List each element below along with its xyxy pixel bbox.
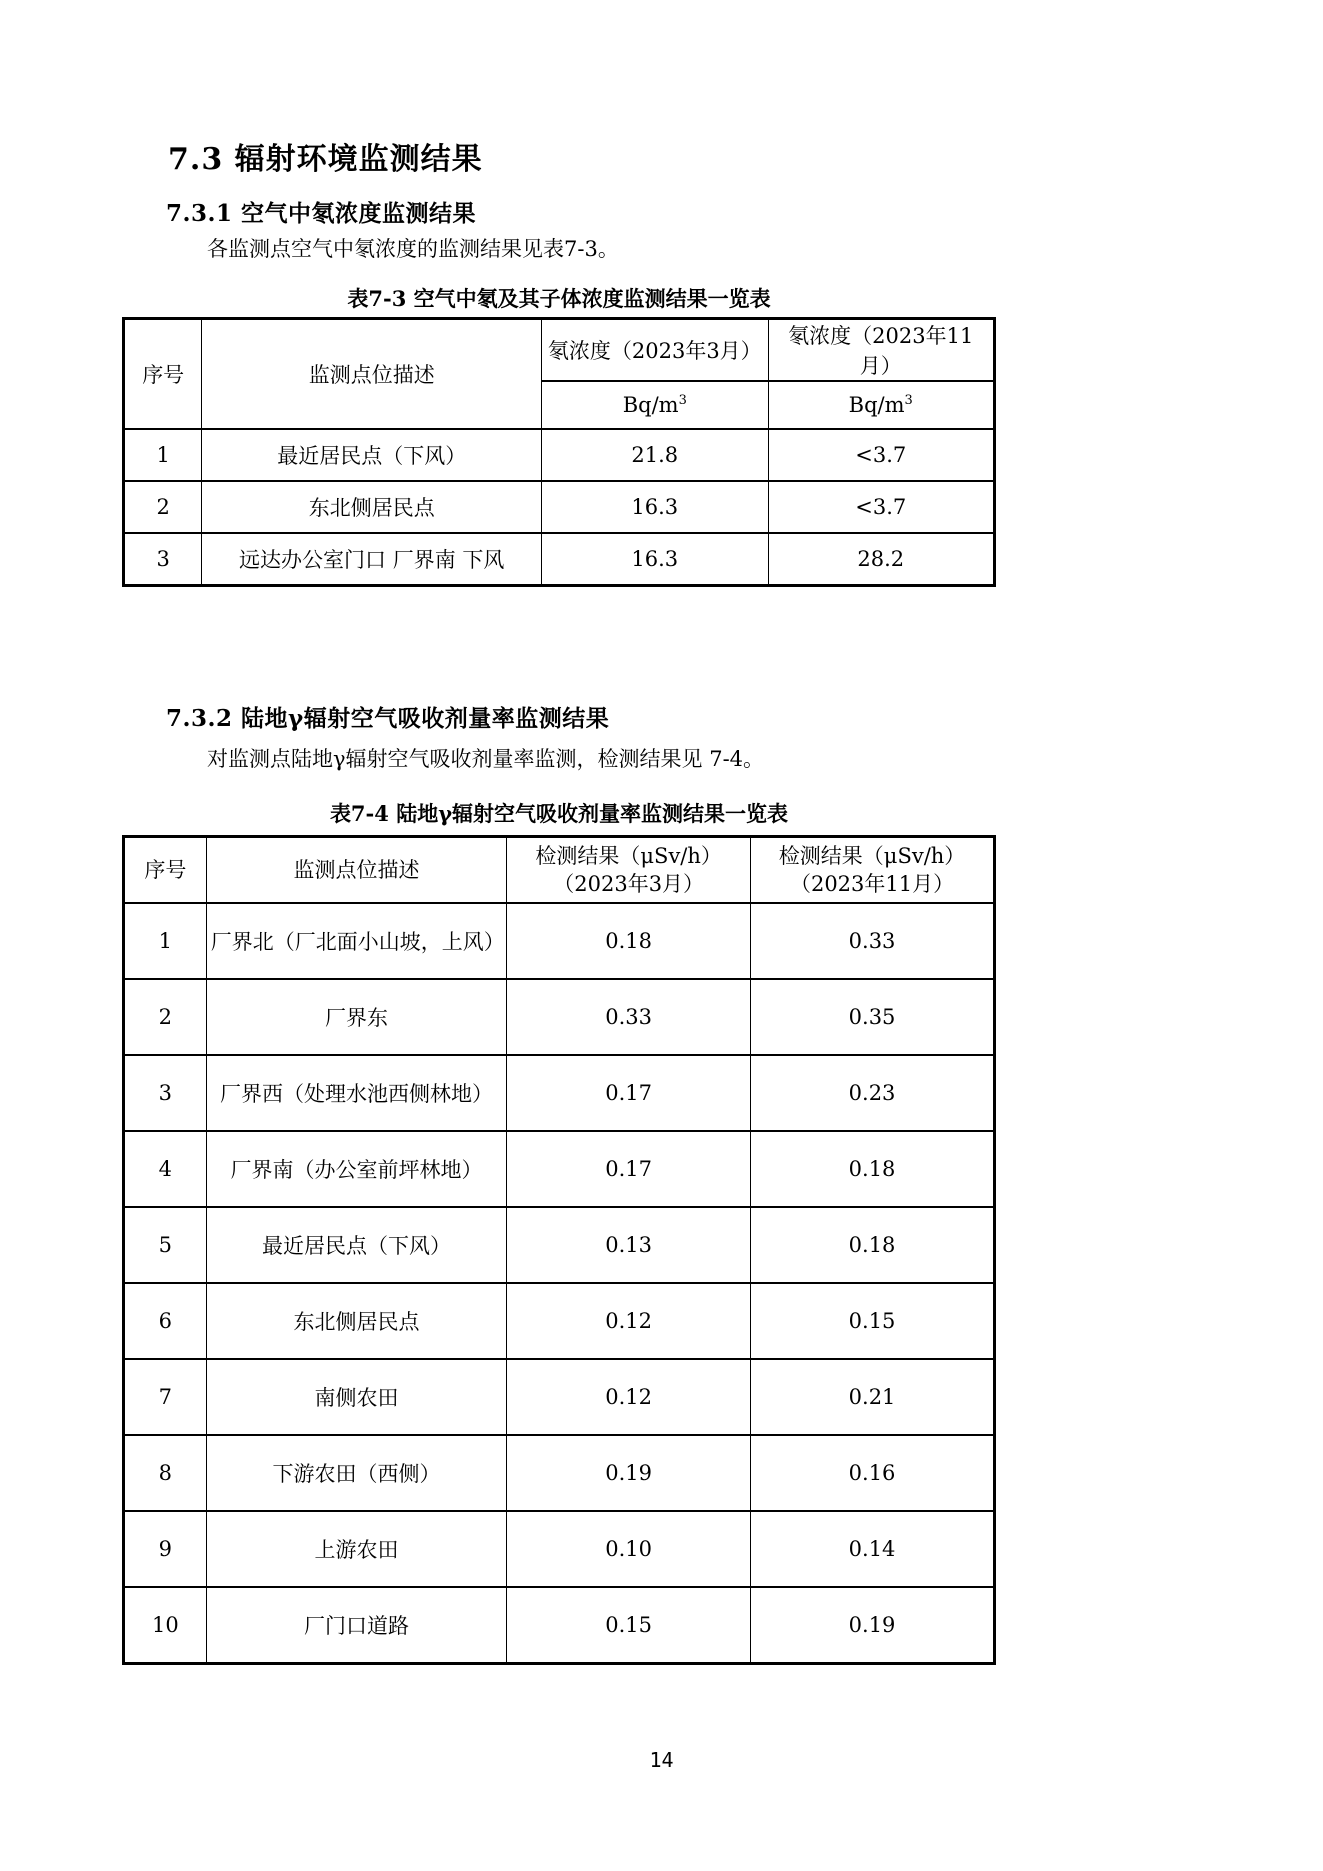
cell-value-nov: 0.14: [751, 1511, 995, 1587]
paragraph-radon-intro: 各监测点空气中氡浓度的监测结果见表7-3。: [207, 237, 619, 261]
cell-seq: 1: [124, 429, 202, 481]
table-row: [124, 533, 995, 586]
cell-seq: 8: [124, 1435, 207, 1511]
cell-location: 最近居民点（下风）: [202, 429, 542, 481]
col-header-radon-nov: 氡浓度（2023年11月）: [768, 319, 994, 382]
cell-value-nov: 0.19: [751, 1587, 995, 1664]
cell-value-nov: <3.7: [768, 429, 994, 481]
header-line2: （2023年11月）: [789, 872, 955, 896]
cell-value-mar: 0.10: [507, 1511, 751, 1587]
cell-value-nov: 0.15: [751, 1283, 995, 1359]
table-row: [124, 429, 995, 481]
cell-location: 下游农田（西侧）: [206, 1435, 506, 1511]
cell-value-nov: 0.18: [751, 1207, 995, 1283]
cell-seq: 7: [124, 1359, 207, 1435]
header-line1: 检测结果（μSv/h）: [778, 843, 966, 868]
cell-location: 远达办公室门口 厂界南 下风: [202, 533, 542, 586]
cell-location: 东北侧居民点: [206, 1283, 506, 1359]
unit-base: Bq/m: [848, 393, 905, 417]
cell-value-mar: 0.12: [507, 1359, 751, 1435]
table-row: [124, 1511, 995, 1587]
cell-value-mar: 21.8: [542, 429, 768, 481]
cell-value-mar: 0.33: [507, 979, 751, 1055]
cell-value-mar: 0.18: [507, 903, 751, 979]
col-header-result-nov: [751, 837, 995, 904]
cell-seq: 3: [124, 533, 202, 586]
table-row: [124, 1587, 995, 1664]
cell-value-mar: 0.17: [507, 1131, 751, 1207]
cell-value-nov: <3.7: [768, 481, 994, 533]
cell-value-nov: 0.21: [751, 1359, 995, 1435]
table-row: [124, 1435, 995, 1511]
cell-location: 厂界北（厂北面小山坡，上风）: [206, 903, 506, 979]
header-line2: （2023年3月）: [553, 872, 705, 896]
cell-location: 厂门口道路: [206, 1587, 506, 1664]
table-row: [124, 903, 995, 979]
table-row: [124, 979, 995, 1055]
table-row: [124, 1207, 995, 1283]
table-row-header: [124, 837, 995, 904]
table-row: [124, 1055, 995, 1131]
table-row: [124, 1131, 995, 1207]
cell-seq: 1: [124, 903, 207, 979]
table-row: [124, 481, 995, 533]
col-header-location: 监测点位描述: [202, 319, 542, 430]
cell-seq: 3: [124, 1055, 207, 1131]
cell-seq: 9: [124, 1511, 207, 1587]
col-header-result-mar: [507, 837, 751, 904]
cell-seq: 2: [124, 979, 207, 1055]
cell-value-nov: 0.16: [751, 1435, 995, 1511]
cell-seq: 5: [124, 1207, 207, 1283]
table-row: [124, 1359, 995, 1435]
table-7-4-caption: 表7-4 陆地γ辐射空气吸收剂量率监测结果一览表: [329, 801, 789, 826]
subsection-heading-7-3-1: 7.3.1 空气中氡浓度监测结果: [166, 200, 477, 227]
cell-value-mar: 16.3: [542, 481, 768, 533]
cell-value-mar: 16.3: [542, 533, 768, 586]
table-7-4: [122, 835, 996, 1665]
cell-seq: 10: [124, 1587, 207, 1664]
cell-value-nov: 0.18: [751, 1131, 995, 1207]
cell-location: 厂界南（办公室前坪林地）: [206, 1131, 506, 1207]
table-7-3-caption: 表7-3 空气中氡及其子体浓度监测结果一览表: [347, 286, 771, 311]
cell-seq: 6: [124, 1283, 207, 1359]
col-header-radon-mar: 氡浓度（2023年3月）: [542, 319, 768, 382]
unit-cell-nov: [768, 381, 994, 429]
cell-value-mar: 0.17: [507, 1055, 751, 1131]
cell-value-nov: 0.33: [751, 903, 995, 979]
table-row: [124, 1283, 995, 1359]
cell-location: 上游农田: [206, 1511, 506, 1587]
header-line1: 检测结果（μSv/h）: [535, 843, 722, 868]
col-header-seq: 序号: [124, 319, 202, 430]
cell-value-mar: 0.19: [507, 1435, 751, 1511]
col-header-location: 监测点位描述: [206, 837, 506, 904]
cell-value-mar: 0.13: [507, 1207, 751, 1283]
page-number: 14: [649, 1748, 674, 1772]
cell-seq: 4: [124, 1131, 207, 1207]
cell-seq: 2: [124, 481, 202, 533]
col-header-seq: 序号: [124, 837, 207, 904]
cell-location: 东北侧居民点: [202, 481, 542, 533]
subsection-heading-7-3-2: 7.3.2 陆地γ辐射空气吸收剂量率监测结果: [166, 705, 610, 732]
section-heading-7-3: 7.3 辐射环境监测结果: [168, 142, 483, 177]
unit-exponent: 3: [678, 393, 687, 408]
unit-base: Bq/m: [622, 393, 679, 417]
table-7-3: [122, 317, 996, 587]
cell-value-mar: 0.15: [507, 1587, 751, 1664]
table-row-header: [124, 319, 995, 382]
cell-value-nov: 0.23: [751, 1055, 995, 1131]
cell-location: 南侧农田: [206, 1359, 506, 1435]
cell-value-nov: 0.35: [751, 979, 995, 1055]
unit-exponent: 3: [904, 393, 913, 408]
paragraph-gamma-intro: 对监测点陆地γ辐射空气吸收剂量率监测，检测结果见 7-4。: [207, 747, 765, 771]
cell-location: 厂界西（处理水池西侧林地）: [206, 1055, 506, 1131]
cell-location: 厂界东: [206, 979, 506, 1055]
cell-value-nov: 28.2: [768, 533, 994, 586]
cell-location: 最近居民点（下风）: [206, 1207, 506, 1283]
cell-value-mar: 0.12: [507, 1283, 751, 1359]
unit-cell-mar: [542, 381, 768, 429]
